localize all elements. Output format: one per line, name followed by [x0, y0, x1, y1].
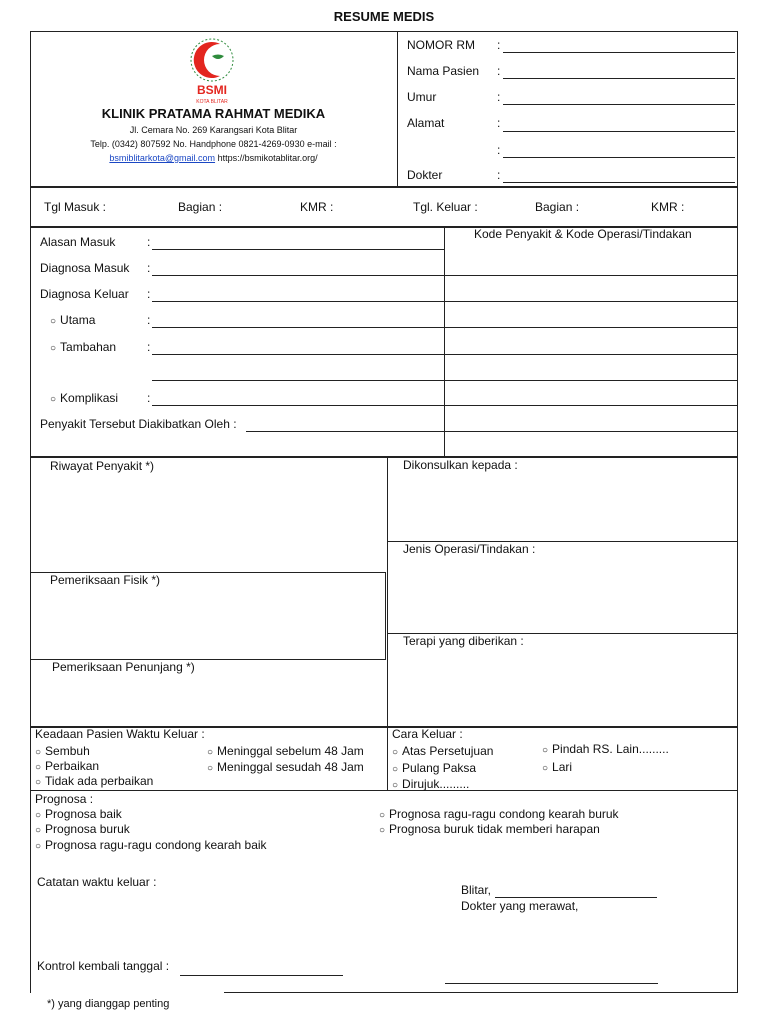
radio-circle-icon: ○: [207, 763, 214, 774]
alamat-field-2[interactable]: [503, 157, 735, 158]
prognosa-option[interactable]: ○ Prognosa buruk: [35, 822, 130, 836]
penyakit-oleh-label: Penyakit Tersebut Diakibatkan Oleh :: [40, 417, 237, 431]
history-box: [30, 457, 738, 727]
cara-keluar-option[interactable]: ○ Atas Persetujuan: [392, 744, 494, 758]
diagnosa-masuk-field[interactable]: [152, 275, 738, 276]
prognosa-option[interactable]: ○ Prognosa buruk tidak memberi harapan: [379, 822, 600, 836]
tgl-keluar-label: Tgl. Keluar :: [413, 200, 478, 214]
dokter-field[interactable]: [503, 182, 735, 183]
tgl-masuk-label: Tgl Masuk :: [44, 200, 107, 214]
clinic-address: Jl. Cemara No. 269 Karangsari Kota Blitar: [129, 125, 298, 135]
cara-keluar-option[interactable]: ○ Pindah RS. Lain.........: [542, 742, 669, 756]
keadaan-option[interactable]: ○ Perbaikan: [35, 759, 100, 773]
pemeriksaan-fisik-label: Pemeriksaan Fisik *): [50, 573, 161, 587]
catatan-label: Catatan waktu keluar :: [37, 875, 157, 889]
cara-keluar-title: Cara Keluar :: [392, 727, 463, 741]
komplikasi-item: ○ Komplikasi: [50, 391, 119, 405]
radio-circle-icon: ○: [542, 745, 549, 756]
prognosa-option[interactable]: ○ Prognosa ragu-ragu condong kearah baik: [35, 838, 267, 852]
label-alamat: Alamat: [407, 116, 445, 130]
kode-header: Kode Penyakit & Kode Operasi/Tindakan: [474, 227, 692, 241]
keadaan-title: Keadaan Pasien Waktu Keluar :: [35, 727, 205, 741]
circle-bullet-icon: ○: [50, 343, 57, 354]
bagian-label-2: Bagian :: [535, 200, 580, 214]
utama-field[interactable]: [152, 327, 738, 328]
tambahan-item: ○ Tambahan: [50, 340, 117, 354]
radio-circle-icon: ○: [542, 763, 549, 774]
logo-text: BSMI: [197, 83, 227, 97]
keadaan-option[interactable]: ○ Tidak ada perbaikan: [35, 774, 154, 788]
prognosa-option[interactable]: ○ Prognosa ragu-ragu condong kearah buruk: [379, 807, 619, 821]
radio-circle-icon: ○: [35, 777, 42, 788]
keadaan-option[interactable]: ○ Sembuh: [35, 744, 90, 758]
komplikasi-field[interactable]: [152, 405, 738, 406]
radio-circle-icon: ○: [35, 810, 42, 821]
bagian-label-1: Bagian :: [178, 200, 223, 214]
footnote: *) yang dianggap penting: [47, 998, 170, 1010]
clinic-website: https://bsmikotablitar.org/: [217, 153, 318, 163]
alasan-masuk-label: Alasan Masuk: [40, 235, 116, 249]
diagnosa-keluar-field[interactable]: [152, 301, 738, 302]
tambahan-field-2[interactable]: [152, 380, 738, 381]
alasan-masuk-field[interactable]: [152, 249, 444, 250]
tambahan-field[interactable]: [152, 354, 738, 355]
keadaan-option[interactable]: ○ Meninggal sesudah 48 Jam: [207, 760, 364, 774]
cara-keluar-option[interactable]: ○ Dirujuk.........: [392, 777, 470, 791]
clinic-email-link[interactable]: bsmiblitarkota@gmail.com: [109, 153, 216, 163]
kontrol-date-field[interactable]: [180, 975, 343, 976]
kmr-label-1: KMR :: [300, 200, 334, 214]
terapi-label: Terapi yang diberikan :: [403, 634, 524, 648]
riwayat-label: Riwayat Penyakit *): [50, 459, 155, 473]
keadaan-option[interactable]: ○ Meninggal sebelum 48 Jam: [207, 744, 364, 758]
pemeriksaan-penunjang-label: Pemeriksaan Penunjang *): [52, 660, 195, 674]
label-dokter: Dokter: [407, 168, 443, 182]
radio-circle-icon: ○: [379, 825, 386, 836]
clinic-contact: [30, 153, 397, 164]
jenis-operasi-label: Jenis Operasi/Tindakan :: [403, 542, 536, 556]
prognosa-option[interactable]: ○ Prognosa baik: [35, 807, 122, 821]
blitar-date-field[interactable]: [495, 897, 657, 898]
logo-subtext: KOTA BLITAR: [196, 99, 228, 105]
cara-keluar-option[interactable]: ○ Lari: [542, 760, 573, 774]
admission-row: [30, 187, 738, 227]
page-title: RESUME MEDIS: [333, 9, 435, 24]
alamat-field[interactable]: [503, 131, 735, 132]
radio-circle-icon: ○: [35, 825, 42, 836]
kmr-label-2: KMR :: [651, 200, 685, 214]
nomor-rm-field[interactable]: [503, 52, 735, 53]
signature-line[interactable]: [445, 983, 658, 984]
utama-item: ○ Utama: [50, 313, 96, 327]
bsmi-logo: [184, 36, 240, 106]
circle-bullet-icon: ○: [50, 394, 57, 405]
dokter-merawat-label: Dokter yang merawat,: [461, 899, 579, 913]
dikonsulkan-label: Dikonsulkan kepada :: [403, 458, 518, 472]
blitar-label: Blitar,: [461, 883, 492, 897]
cara-keluar-option[interactable]: ○ Pulang Paksa: [392, 761, 477, 775]
radio-circle-icon: ○: [207, 747, 214, 758]
radio-circle-icon: ○: [379, 810, 386, 821]
label-umur: Umur: [407, 90, 437, 104]
radio-circle-icon: ○: [35, 841, 42, 852]
clinic-phone: Telp. (0342) 807592 No. Handphone 0821-4269-0930 e-mail :: [90, 139, 337, 149]
clinic-name: KLINIK PRATAMA RAHMAT MEDIKA: [101, 106, 326, 121]
radio-circle-icon: ○: [35, 762, 42, 773]
radio-circle-icon: ○: [392, 764, 399, 775]
kontrol-label: Kontrol kembali tanggal :: [37, 959, 170, 973]
radio-circle-icon: ○: [392, 747, 399, 758]
diagnosa-masuk-label: Diagnosa Masuk: [40, 261, 130, 275]
circle-bullet-icon: ○: [50, 316, 57, 327]
umur-field[interactable]: [503, 104, 735, 105]
nama-pasien-field[interactable]: [503, 78, 735, 79]
radio-circle-icon: ○: [392, 780, 399, 791]
penyakit-oleh-field[interactable]: [246, 431, 738, 432]
prognosa-title: Prognosa :: [35, 792, 94, 806]
label-nomor-rm: NOMOR RM: [407, 38, 475, 52]
diagnosa-keluar-label: Diagnosa Keluar: [40, 287, 129, 301]
label-nama-pasien: Nama Pasien: [407, 64, 480, 78]
radio-circle-icon: ○: [35, 747, 42, 758]
